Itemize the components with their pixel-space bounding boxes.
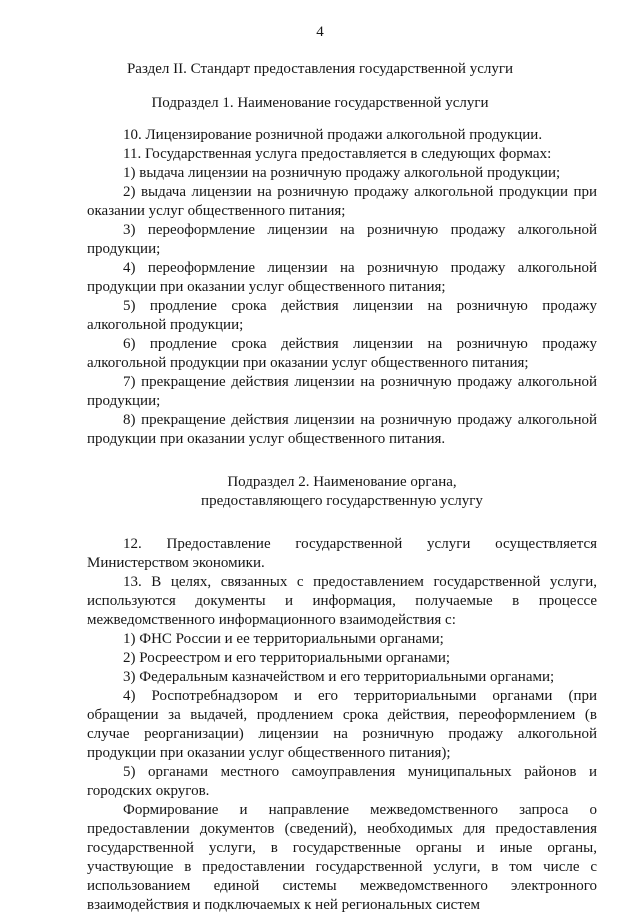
agency-item-1: 1) ФНС России и ее территориальными органами; [123, 631, 444, 647]
subsection-1-title: Подраздел 1. Наименование государственной услуги [151, 95, 489, 111]
agency-item-2: 2) Росреестром и его территориальными органами; [123, 650, 451, 666]
page-number: 4 [316, 24, 324, 40]
paragraph-10: 10. Лицензирование розничной продажи алкогольной продукции. [123, 127, 543, 143]
agency-item-5: 5) органами местного самоуправления муниципальных районов и городских округов. [87, 764, 597, 799]
list-item-4: 4) переоформление лицензии на розничную продажу алкогольной продукции при оказании услуг общественного питания; [87, 260, 597, 295]
paragraph-12: 12. Предоставление государственной услуги осуществляется Министерством экономики. [87, 536, 597, 571]
list-item-5: 5) продление срока действия лицензии на розничную продажу алкогольной продукции; [87, 298, 597, 333]
agency-item-4: 4) Роспотребнадзором и его территориальными органами (при обращении за выдачей, продлением срока действия, переоформлением (в случае реорганизации) лицензии на розничную продажу алкогольной продукции при оказании услуг общественного питания); [87, 688, 597, 761]
list-item-2: 2) выдача лицензии на розничную продажу алкогольной продукции при оказании услуг общественного питания; [87, 184, 597, 219]
agency-item-3: 3) Федеральным казначейством и его территориальными органами; [123, 669, 555, 685]
list-item-1: 1) выдача лицензии на розничную продажу алкогольной продукции; [123, 165, 561, 181]
subsection-2-title-line-2: предоставляющего государственную услугу [201, 493, 483, 509]
list-item-8: 8) прекращение действия лицензии на розничную продажу алкогольной продукции при оказании услуг общественного питания. [87, 412, 597, 447]
list-item-7: 7) прекращение действия лицензии на розничную продажу алкогольной продукции; [87, 374, 597, 409]
subsection-2-title-line-1: Подраздел 2. Наименование органа, [227, 474, 457, 490]
list-item-6: 6) продление срока действия лицензии на розничную продажу алкогольной продукции при оказании услуг общественного питания; [87, 336, 597, 371]
paragraph-13: 13. В целях, связанных с предоставлением государственной услуги, используются документы и информация, получаемые в процессе межведомственного информационного взаимодействия с: [87, 574, 597, 628]
document-body [87, 126, 597, 915]
list-item-3: 3) переоформление лицензии на розничную продажу алкогольной продукции; [87, 222, 597, 257]
paragraph-11: 11. Государственная услуга предоставляется в следующих формах: [123, 146, 552, 162]
paragraph-request: Формирование и направление межведомственного запроса о предоставлении документов (сведений), необходимых для предоставления государственной услуги, в государственные органы и иные органы, участвующие в предоставлении государственной услуги, в том числе с использованием единой системы межведомственного электронного взаимодействия и подключаемых к ней региональных систем [87, 802, 597, 913]
section-title: Раздел II. Стандарт предоставления государственной услуги [126, 61, 514, 77]
